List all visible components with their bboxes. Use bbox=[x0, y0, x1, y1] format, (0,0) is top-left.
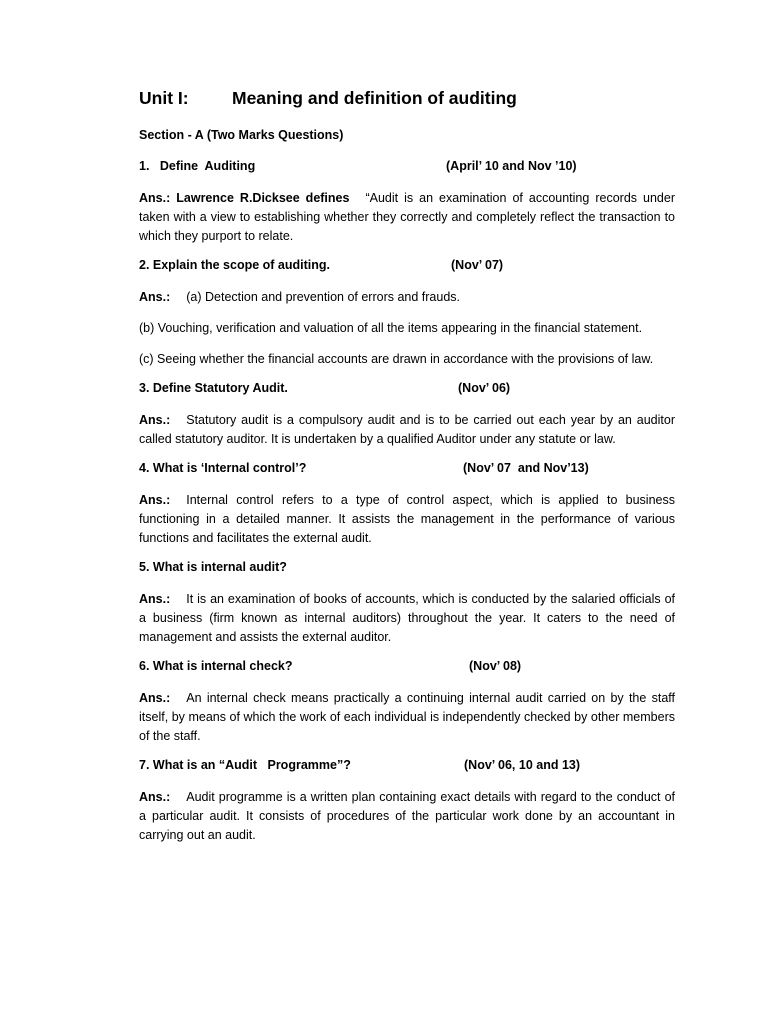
question-reference: (Nov’ 07 and Nov’13) bbox=[463, 461, 589, 475]
question-text: 4. What is ‘Internal control’? bbox=[139, 461, 307, 475]
answer-text: It is an examination of books of accounts, which is conducted by the salaried officials of a business (firm known as internal auditors) throughout the year. It caters to the need of management and assists the external auditor. bbox=[139, 592, 675, 644]
answer-label: Ans.: bbox=[139, 493, 171, 507]
answer-text: An internal check means practically a continuing internal audit carried on by the staff itself, by means of which the work of each individual is independently checked by other members of the staff. bbox=[139, 691, 675, 743]
answer-label: Ans.: bbox=[139, 290, 171, 304]
answer-7 bbox=[139, 788, 675, 845]
page-title bbox=[139, 88, 675, 109]
answer-text: Audit programme is a written plan containing exact details with regard to the conduct of a particular audit. It consists of procedures of the particular work done by an accountant in carrying out an audit. bbox=[139, 790, 675, 842]
question-reference: (Nov’ 06) bbox=[458, 381, 511, 395]
answer-label: Ans.: bbox=[139, 691, 171, 705]
question-reference: (Nov’ 08) bbox=[469, 659, 522, 673]
question-2 bbox=[139, 258, 675, 276]
answer-label: Ans.: bbox=[139, 413, 171, 427]
answer-2-point-b: (b) Vouching, verification and valuation of all the items appearing in the financial statement. bbox=[139, 321, 643, 335]
answer-3 bbox=[139, 411, 675, 449]
answer-text: Statutory audit is a compulsory audit and is to be carried out each year by an auditor called statutory auditor. It is undertaken by a qualified Auditor under any statute or law. bbox=[139, 413, 675, 446]
answer-1 bbox=[139, 189, 675, 246]
question-reference: (Nov’ 07) bbox=[451, 258, 504, 272]
answer-label: Ans.: Lawrence R.Dicksee defines bbox=[139, 191, 350, 205]
question-7 bbox=[139, 758, 675, 776]
question-text: 3. Define Statutory Audit. bbox=[139, 381, 288, 395]
question-reference: (Nov’ 06, 10 and 13) bbox=[464, 758, 581, 772]
section-heading: Section - A (Two Marks Questions) bbox=[139, 128, 344, 142]
question-6 bbox=[139, 659, 675, 677]
unit-title: Meaning and definition of auditing bbox=[232, 88, 517, 108]
question-4 bbox=[139, 461, 675, 479]
question-reference: (April’ 10 and Nov ’10) bbox=[446, 159, 577, 173]
question-text: 2. Explain the scope of auditing. bbox=[139, 258, 330, 272]
answer-text: Internal control refers to a type of control aspect, which is applied to business functioning in a detailed manner. It assists the management in the performance of various functions and facilitates the external audit. bbox=[139, 493, 675, 545]
answer-6 bbox=[139, 689, 675, 746]
question-text: 6. What is internal check? bbox=[139, 659, 293, 673]
answer-text: (a) Detection and prevention of errors and frauds. bbox=[186, 290, 461, 304]
answer-label: Ans.: bbox=[139, 592, 171, 606]
answer-text: “Audit is an examination of accounting records under taken with a view to establishing whether they correctly and completely reflect the transaction to which they purport to relate. bbox=[139, 191, 675, 243]
question-text: 5. What is internal audit? bbox=[139, 560, 287, 574]
question-text: 7. What is an “Audit Programme”? bbox=[139, 758, 351, 772]
answer-2-point-c: (c) Seeing whether the financial accounts are drawn in accordance with the provisions of law. bbox=[139, 352, 654, 366]
question-text: 1. Define Auditing bbox=[139, 159, 256, 173]
question-3 bbox=[139, 381, 675, 399]
unit-label: Unit I: bbox=[139, 88, 189, 108]
answer-4 bbox=[139, 491, 675, 548]
question-5 bbox=[139, 560, 675, 578]
document-content bbox=[139, 88, 675, 857]
answer-2 bbox=[139, 288, 675, 307]
answer-5 bbox=[139, 590, 675, 647]
question-1 bbox=[139, 159, 675, 177]
answer-label: Ans.: bbox=[139, 790, 171, 804]
